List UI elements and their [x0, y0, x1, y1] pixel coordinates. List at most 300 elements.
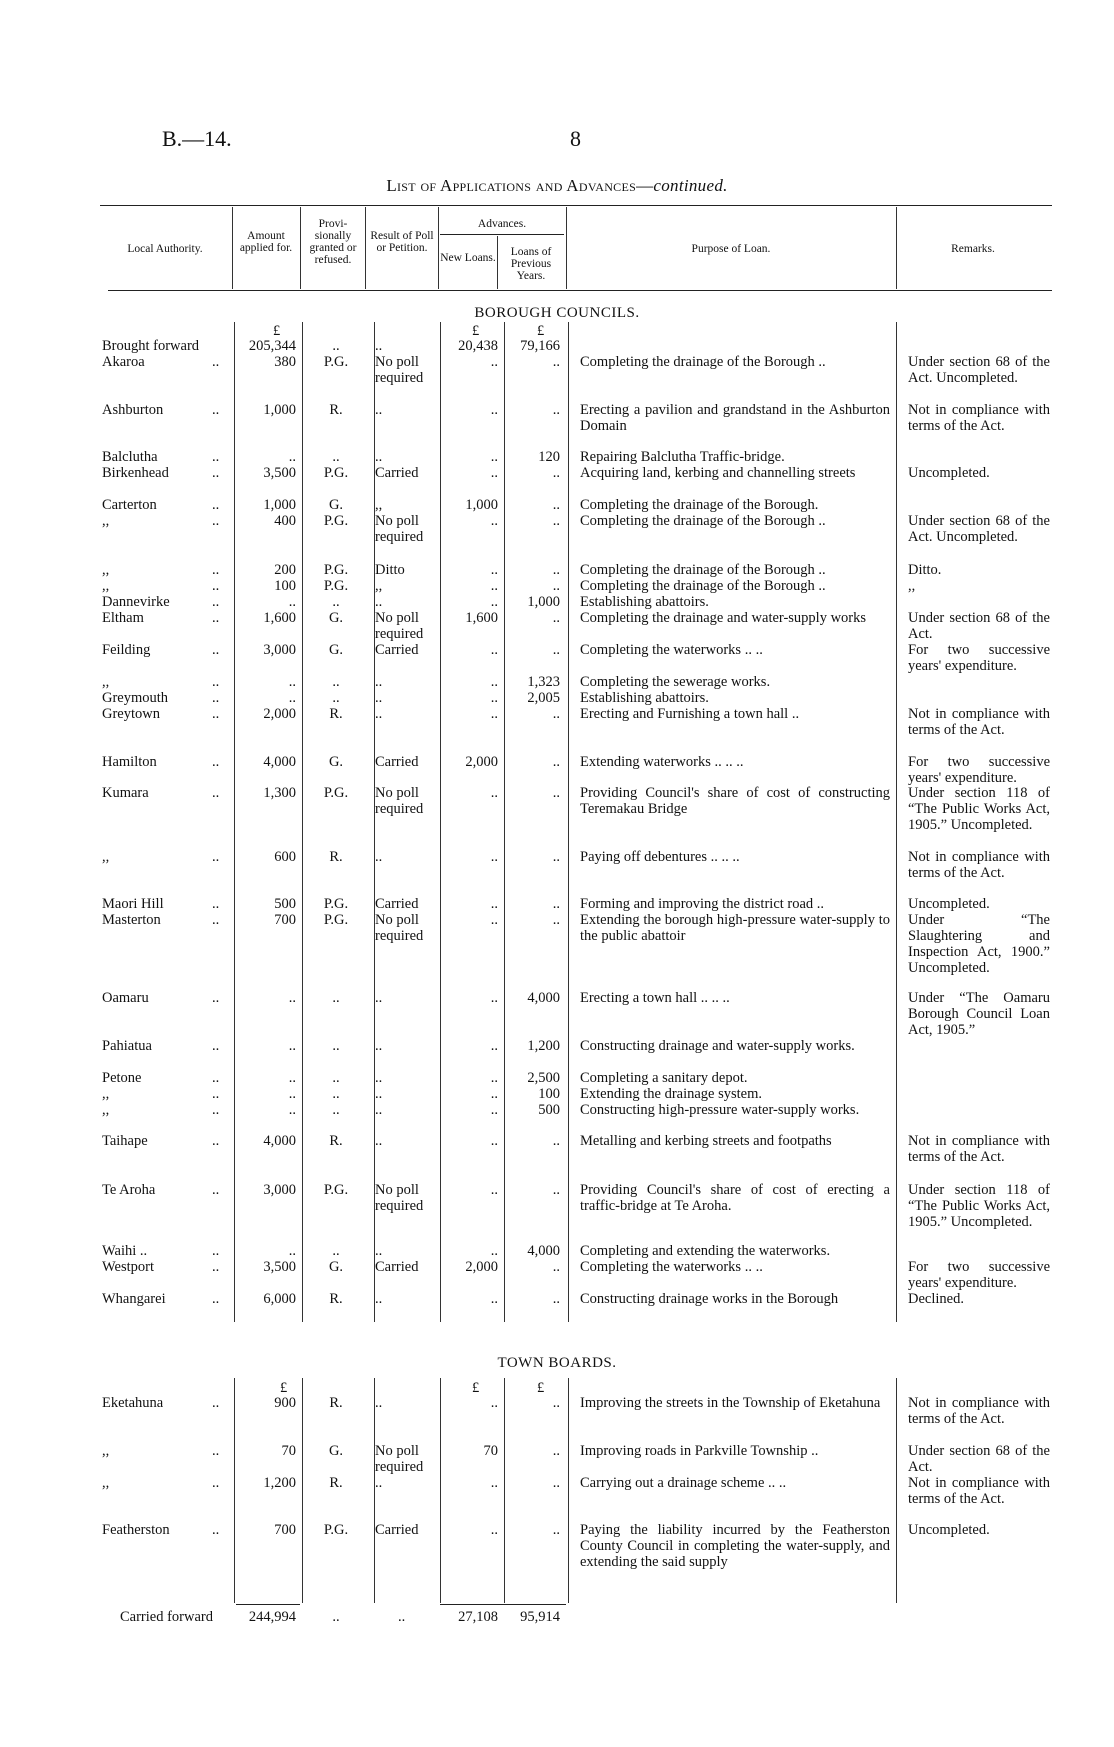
cell-provisional: R. [329, 1475, 343, 1491]
cell-dots: .. [212, 1086, 220, 1102]
cell-authority: ,, [102, 849, 110, 865]
cell-result: .. [375, 1395, 383, 1411]
cell-remarks: Not in compliance with terms of the Act. [908, 849, 1054, 881]
cell-dots: .. [212, 1038, 220, 1054]
cell-provisional: G. [328, 642, 344, 658]
cell-prev-loans: .. [552, 1182, 560, 1198]
cell-remarks: Under section 68 of the Act. Uncompleted. [908, 354, 1053, 386]
cell-prev-loans: .. [552, 354, 560, 370]
cell-new-loans: .. [490, 785, 498, 801]
cell-purpose: Improving the streets in the Township of Eketahuna [580, 1395, 881, 1411]
cell-new-loans: .. [490, 578, 498, 594]
cell-result: .. [375, 674, 383, 690]
cell-purpose: Improving roads in Parkville Township .. [580, 1443, 819, 1459]
cell-result: .. [375, 849, 383, 865]
cell-dots: .. [212, 1475, 220, 1491]
cell-dots: .. [212, 497, 220, 513]
cell-provisional: .. [332, 338, 340, 354]
cell-result: Carried [375, 754, 419, 770]
cell-purpose: Completing the drainage of the Borough. [580, 497, 819, 513]
cell-purpose: Erecting and Furnishing a town hall .. [580, 706, 800, 722]
cell-new-loans: .. [490, 690, 498, 706]
cell-purpose: Constructing drainage works in the Borough [580, 1291, 839, 1307]
cell-amount: 700 [274, 912, 296, 928]
cell-authority: Pahiatua [102, 1038, 152, 1054]
cell-purpose: Providing Council's share of cost of constructing Teremakau Bridge [580, 785, 894, 817]
cell-remarks: Not in compliance with terms of the Act. [908, 402, 1054, 434]
col-header-advances: Advances. [477, 218, 527, 230]
cell-prev-loans: 1,323 [527, 674, 560, 690]
cell-remarks: For two successive years' expenditure. [908, 754, 1054, 786]
cell-provisional: .. [332, 1086, 340, 1102]
cell-authority: Carterton [102, 497, 157, 513]
cell-provisional: G. [328, 754, 344, 770]
cell-authority: Feilding [102, 642, 151, 658]
cell-dots: .. [212, 674, 220, 690]
total-label: Carried forward [120, 1609, 213, 1625]
col-header-purpose: Purpose of Loan. [691, 243, 771, 255]
cell-provisional: P.G. [323, 465, 349, 481]
cell-prev-loans: 120 [538, 449, 560, 465]
cell-new-loans: 1,000 [465, 497, 498, 513]
cell-provisional: P.G. [323, 912, 349, 928]
cell-purpose: Completing the drainage of the Borough .. [580, 562, 826, 578]
cell-authority: Eltham [102, 610, 144, 626]
cell-prev-loans: .. [552, 1291, 560, 1307]
cell-result: .. [375, 338, 383, 354]
cell-provisional: R. [329, 1133, 343, 1149]
cell-result: No poll required [375, 610, 424, 642]
cell-prev-loans: .. [552, 1133, 560, 1149]
cell-dots: .. [212, 1102, 220, 1118]
cell-prev-loans: 100 [538, 1086, 560, 1102]
cell-remarks: For two successive years' expenditure. [908, 1259, 1054, 1291]
cell-amount: .. [288, 690, 296, 706]
cell-result: .. [375, 594, 383, 610]
cell-purpose: Completing and extending the waterworks. [580, 1243, 831, 1259]
cell-amount: 600 [274, 849, 296, 865]
cell-remarks: Ditto. [908, 562, 942, 578]
cell-dots: .. [212, 1522, 220, 1538]
cell-new-loans: 2,000 [465, 754, 498, 770]
cell-amount: .. [288, 594, 296, 610]
cell-authority: Greytown [102, 706, 160, 722]
cell-authority: ,, [102, 1102, 110, 1118]
cell-amount: 4,000 [263, 1133, 296, 1149]
cell-authority: Akaroa [102, 354, 145, 370]
currency-symbol: £ [273, 323, 281, 339]
cell-prev-loans: .. [552, 497, 560, 513]
cell-result: .. [375, 690, 383, 706]
cell-prev-loans: .. [552, 785, 560, 801]
cell-prev-loans: 2,500 [527, 1070, 560, 1086]
cell-authority: Greymouth [102, 690, 169, 706]
cell-new-loans: .. [490, 849, 498, 865]
cell-purpose: Extending the drainage system. [580, 1086, 763, 1102]
cell-purpose: Erecting a town hall .. .. .. [580, 990, 730, 1006]
cell-amount: 1,600 [263, 610, 296, 626]
col-header-prev-loans: Loans of Previous Years. [510, 246, 552, 282]
cell-new-loans: .. [490, 1102, 498, 1118]
cell-prev-loans: 4,000 [527, 990, 560, 1006]
cell-new-loans: .. [490, 1475, 498, 1491]
cell-result: Ditto [375, 562, 405, 578]
cell-purpose: Acquiring land, kerbing and channelling streets [580, 465, 856, 481]
cell-remarks: Under “The Oamaru Borough Council Loan Act, 1905.” [908, 990, 1054, 1038]
page-number: 8 [570, 126, 581, 151]
advances-rule [440, 234, 564, 235]
cell-result: .. [375, 1070, 383, 1086]
cell-result: No poll required [375, 513, 424, 545]
cell-provisional: G. [328, 497, 344, 513]
cell-provisional: P.G. [323, 562, 349, 578]
title-main: List of Applications and Advances— [386, 176, 654, 195]
cell-authority: Whangarei [102, 1291, 166, 1307]
column-divider [302, 322, 303, 1322]
cell-result: Carried [375, 1259, 419, 1275]
cell-amount: 3,000 [263, 642, 296, 658]
cell-prev-loans: .. [552, 610, 560, 626]
cell-prev-loans: .. [552, 1522, 560, 1538]
title-continued: continued. [653, 176, 728, 195]
cell-new-loans: .. [490, 1522, 498, 1538]
cell-remarks: ,, [908, 578, 916, 594]
cell-provisional: .. [332, 594, 340, 610]
total-result: .. [398, 1609, 406, 1625]
cell-amount: .. [288, 1243, 296, 1259]
cell-provisional: R. [329, 849, 343, 865]
cell-dots: .. [212, 849, 220, 865]
cell-prev-loans: .. [552, 562, 560, 578]
cell-new-loans: .. [490, 562, 498, 578]
cell-result: .. [375, 449, 383, 465]
cell-provisional: P.G. [323, 354, 349, 370]
cell-authority: Balclutha [102, 449, 158, 465]
page-title [0, 176, 1114, 196]
column-divider [234, 322, 235, 1322]
cell-dots: .. [212, 610, 220, 626]
cell-amount: .. [288, 1102, 296, 1118]
cell-dots: .. [212, 1070, 220, 1086]
header-divider [566, 207, 567, 289]
cell-authority: ,, [102, 1443, 110, 1459]
column-divider [234, 1378, 235, 1603]
cell-purpose: Completing the drainage of the Borough .. [580, 578, 826, 594]
cell-result: No poll required [375, 354, 424, 386]
cell-prev-loans: 2,005 [527, 690, 560, 706]
cell-amount: 1,000 [263, 497, 296, 513]
cell-dots: .. [212, 354, 220, 370]
cell-authority: Te Aroha [102, 1182, 156, 1198]
cell-amount: 1,300 [263, 785, 296, 801]
cell-amount: 3,500 [263, 1259, 296, 1275]
cell-authority: Petone [102, 1070, 142, 1086]
cell-provisional: G. [328, 610, 344, 626]
currency-symbol: £ [472, 323, 480, 339]
cell-purpose: Providing Council's share of cost of erecting a traffic-bridge at Te Aroha. [580, 1182, 894, 1214]
cell-amount: .. [288, 674, 296, 690]
cell-authority: ,, [102, 674, 110, 690]
cell-authority: Eketahuna [102, 1395, 164, 1411]
cell-dots: .. [212, 1291, 220, 1307]
header-divider [896, 207, 897, 289]
cell-result: .. [375, 1086, 383, 1102]
cell-new-loans: .. [490, 706, 498, 722]
cell-purpose: Completing the waterworks .. .. [580, 642, 763, 658]
cell-amount: 200 [274, 562, 296, 578]
cell-provisional: P.G. [323, 785, 349, 801]
cell-result: .. [375, 1243, 383, 1259]
cell-result: .. [375, 1475, 383, 1491]
cell-authority: Dannevirke [102, 594, 170, 610]
cell-provisional: P.G. [323, 513, 349, 529]
cell-purpose: Completing the drainage and water-supply works [580, 610, 867, 626]
cell-result: Carried [375, 642, 419, 658]
cell-authority: Waihi .. [102, 1243, 148, 1259]
cell-result: .. [375, 1102, 383, 1118]
cell-amount: 400 [274, 513, 296, 529]
cell-remarks: Under “The Slaughtering and Inspection Act, 1900.” Uncompleted. [908, 912, 1054, 976]
currency-symbol: £ [472, 1380, 480, 1396]
cell-dots: .. [212, 449, 220, 465]
cell-prev-loans: .. [552, 849, 560, 865]
cell-authority: Masterton [102, 912, 161, 928]
cell-prev-loans: .. [552, 402, 560, 418]
cell-prev-loans: 4,000 [527, 1243, 560, 1259]
cell-dots: .. [212, 594, 220, 610]
cell-result: No poll required [375, 1182, 424, 1214]
cell-new-loans: .. [490, 1291, 498, 1307]
cell-amount: .. [288, 449, 296, 465]
col-header-new-loans: New Loans. [440, 252, 496, 264]
cell-dots: .. [212, 990, 220, 1006]
column-divider [568, 1378, 569, 1603]
cell-purpose: Erecting a pavilion and grandstand in the Ashburton Domain [580, 402, 894, 434]
cell-new-loans: .. [490, 513, 498, 529]
cell-authority: Ashburton [102, 402, 164, 418]
cell-remarks: Under section 68 of the Act. [908, 610, 1053, 642]
cell-purpose: Paying the liability incurred by the Featherston County Council in completing the water-supply, and extending the said supply [580, 1522, 894, 1570]
cell-purpose: Constructing high-pressure water-supply works. [580, 1102, 860, 1118]
col-header-result: Result of Poll or Petition. [370, 230, 434, 254]
cell-prev-loans: 1,200 [527, 1038, 560, 1054]
cell-dots: .. [212, 562, 220, 578]
cell-new-loans: 70 [483, 1443, 498, 1459]
col-header-authority: Local Authority. [127, 243, 203, 255]
cell-purpose: Establishing abattoirs. [580, 594, 709, 610]
cell-result: No poll required [375, 912, 424, 944]
cell-provisional: P.G. [323, 1182, 349, 1198]
cell-purpose: Carrying out a drainage scheme .. .. [580, 1475, 787, 1491]
cell-provisional: R. [329, 1291, 343, 1307]
cell-result: Carried [375, 896, 419, 912]
header-divider [365, 207, 366, 289]
cell-new-loans: .. [490, 1038, 498, 1054]
cell-new-loans: .. [490, 1182, 498, 1198]
cell-prev-loans: .. [552, 912, 560, 928]
cell-purpose: Constructing drainage and water-supply works. [580, 1038, 855, 1054]
cell-result: .. [375, 706, 383, 722]
header-divider [438, 207, 439, 289]
col-header-amount: Amount applied for. [239, 230, 293, 254]
cell-result: .. [375, 402, 383, 418]
cell-prev-loans: .. [552, 1395, 560, 1411]
cell-purpose: Completing the drainage of the Borough .. [580, 513, 826, 529]
cell-authority: ,, [102, 578, 110, 594]
cell-purpose: Completing the waterworks .. .. [580, 1259, 763, 1275]
cell-authority: Hamilton [102, 754, 157, 770]
currency-symbol: £ [280, 1380, 288, 1396]
cell-amount: 205,344 [248, 338, 296, 354]
cell-authority: ,, [102, 513, 110, 529]
cell-remarks: Under section 118 of “The Public Works Act, 1905.” Uncompleted. [908, 1182, 1054, 1230]
cell-amount: 900 [274, 1395, 296, 1411]
cell-new-loans: .. [490, 465, 498, 481]
section-heading-town: TOWN BOARDS. [497, 1355, 617, 1371]
header-divider [232, 207, 233, 289]
cell-dots: .. [212, 706, 220, 722]
cell-amount: 4,000 [263, 754, 296, 770]
cell-amount: 70 [281, 1443, 296, 1459]
cell-dots: .. [212, 1182, 220, 1198]
section-heading-borough: BOROUGH COUNCILS. [474, 305, 640, 321]
cell-remarks: For two successive years' expenditure. [908, 642, 1054, 674]
cell-prev-loans: 1,000 [527, 594, 560, 610]
cell-purpose: Establishing abattoirs. [580, 690, 709, 706]
cell-dots: .. [212, 1133, 220, 1149]
cell-result: Carried [375, 1522, 419, 1538]
document-reference: B.—14. [162, 126, 232, 151]
total-rule [236, 1604, 300, 1605]
cell-provisional: .. [332, 674, 340, 690]
cell-amount: 1,000 [263, 402, 296, 418]
cell-prev-loans: .. [552, 465, 560, 481]
cell-dots: .. [212, 402, 220, 418]
cell-new-loans: .. [490, 642, 498, 658]
cell-provisional: P.G. [323, 1522, 349, 1538]
cell-provisional: .. [332, 1038, 340, 1054]
header-divider [300, 207, 301, 289]
cell-result: .. [375, 1038, 383, 1054]
cell-new-loans: .. [490, 354, 498, 370]
cell-provisional: P.G. [323, 896, 349, 912]
cell-remarks: Uncompleted. [908, 1522, 990, 1538]
column-divider [302, 1378, 303, 1603]
cell-purpose: Completing the drainage of the Borough .. [580, 354, 826, 370]
cell-result: ,, [375, 497, 383, 513]
cell-new-loans: .. [490, 1086, 498, 1102]
total-prov: .. [332, 1609, 340, 1625]
cell-new-loans: .. [490, 1070, 498, 1086]
cell-purpose: Metalling and kerbing streets and footpaths [580, 1133, 832, 1149]
cell-authority: Maori Hill [102, 896, 164, 912]
cell-new-loans: .. [490, 912, 498, 928]
cell-authority: Birkenhead [102, 465, 169, 481]
total-new-loans: 27,108 [458, 1609, 498, 1625]
col-header-remarks: Remarks. [951, 243, 995, 255]
cell-result: No poll required [375, 1443, 424, 1475]
cell-prev-loans: 79,166 [520, 338, 560, 354]
cell-provisional: P.G. [323, 578, 349, 594]
cell-provisional: .. [332, 1070, 340, 1086]
currency-symbol: £ [537, 323, 545, 339]
column-divider [568, 322, 569, 1322]
cell-provisional: R. [329, 402, 343, 418]
cell-authority: ,, [102, 1475, 110, 1491]
cell-provisional: R. [329, 706, 343, 722]
cell-prev-loans: .. [552, 1475, 560, 1491]
cell-remarks: Not in compliance with terms of the Act. [908, 1133, 1054, 1165]
cell-remarks: Under section 118 of “The Public Works Act, 1905.” Uncompleted. [908, 785, 1054, 833]
cell-new-loans: .. [490, 1395, 498, 1411]
cell-purpose: Extending the borough high-pressure water-supply to the public abattoir [580, 912, 894, 944]
cell-new-loans: .. [490, 674, 498, 690]
cell-amount: 380 [274, 354, 296, 370]
cell-new-loans: .. [490, 990, 498, 1006]
cell-dots: .. [212, 896, 220, 912]
cell-new-loans: .. [490, 1243, 498, 1259]
cell-dots: .. [212, 912, 220, 928]
total-amount: 244,994 [248, 1609, 296, 1625]
cell-amount: 3,500 [263, 465, 296, 481]
column-divider [896, 1378, 897, 1603]
cell-dots: .. [212, 1243, 220, 1259]
cell-authority: Westport [102, 1259, 154, 1275]
header-divider [497, 236, 498, 289]
cell-amount: 2,000 [263, 706, 296, 722]
cell-new-loans: 1,600 [465, 610, 498, 626]
column-divider [896, 322, 897, 1322]
cell-provisional: G. [328, 1443, 344, 1459]
cell-amount: .. [288, 990, 296, 1006]
cell-provisional: R. [329, 1395, 343, 1411]
cell-new-loans: 20,438 [458, 338, 498, 354]
cell-authority: ,, [102, 1086, 110, 1102]
total-prev-loans: 95,914 [520, 1609, 560, 1625]
cell-amount: 6,000 [263, 1291, 296, 1307]
cell-amount: 500 [274, 896, 296, 912]
cell-result: No poll required [375, 785, 424, 817]
cell-amount: .. [288, 1086, 296, 1102]
cell-authority: Oamaru [102, 990, 149, 1006]
cell-prev-loans: .. [552, 1443, 560, 1459]
currency-symbol: £ [537, 1380, 545, 1396]
cell-dots: .. [212, 642, 220, 658]
cell-dots: .. [212, 1259, 220, 1275]
cell-purpose: Completing the sewerage works. [580, 674, 771, 690]
cell-remarks: Under section 68 of the Act. [908, 1443, 1053, 1475]
cell-provisional: .. [332, 990, 340, 1006]
cell-prev-loans: .. [552, 706, 560, 722]
header-top-rule [100, 205, 1052, 206]
cell-provisional: G. [328, 1259, 344, 1275]
cell-remarks: Uncompleted. [908, 896, 990, 912]
cell-authority: Taihape [102, 1133, 148, 1149]
cell-prev-loans: .. [552, 1259, 560, 1275]
cell-dots: .. [212, 1395, 220, 1411]
cell-result: .. [375, 990, 383, 1006]
cell-provisional: .. [332, 690, 340, 706]
cell-amount: 1,200 [263, 1475, 296, 1491]
cell-remarks: Declined. [908, 1291, 964, 1307]
cell-authority: Brought forward [102, 338, 200, 354]
cell-authority: Featherston [102, 1522, 170, 1538]
cell-dots: .. [212, 785, 220, 801]
cell-result: Carried [375, 465, 419, 481]
cell-amount: .. [288, 1038, 296, 1054]
cell-prev-loans: .. [552, 513, 560, 529]
cell-authority: Kumara [102, 785, 149, 801]
